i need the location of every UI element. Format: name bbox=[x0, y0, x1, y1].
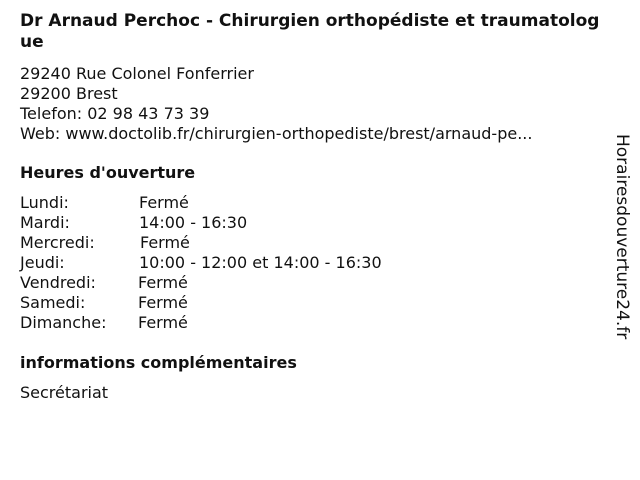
hours-day: Vendredi: bbox=[20, 273, 96, 292]
hours-day: Dimanche: bbox=[20, 313, 107, 332]
hours-time: 14:00 - 16:30 bbox=[139, 213, 248, 232]
hours-time: Fermé bbox=[139, 193, 189, 212]
hours-day: Lundi: bbox=[20, 193, 69, 212]
hours-row bbox=[20, 193, 382, 213]
hours-heading: Heures d'ouverture bbox=[20, 163, 196, 182]
hours-table bbox=[20, 193, 382, 333]
website-link[interactable]: Web: www.doctolib.fr/chirurgien-orthopediste/brest/arnaud-pe... bbox=[20, 124, 533, 143]
hours-row bbox=[20, 233, 382, 253]
hours-time: Fermé bbox=[140, 233, 190, 252]
info-text: Secrétariat bbox=[20, 383, 109, 402]
hours-day: Samedi: bbox=[20, 293, 86, 312]
street-address: 29240 Rue Colonel Fonferrier bbox=[20, 64, 254, 83]
hours-row bbox=[20, 253, 382, 273]
hours-time: Fermé bbox=[138, 273, 188, 292]
hours-day: Mercredi: bbox=[20, 233, 95, 252]
page-title: Dr Arnaud Perchoc - Chirurgien orthopédiste et traumatologue bbox=[20, 11, 600, 52]
phone-number[interactable]: Telefon: 02 98 43 73 39 bbox=[20, 104, 210, 123]
city-address: 29200 Brest bbox=[20, 84, 118, 103]
hours-time: Fermé bbox=[138, 313, 188, 332]
watermark-text: Horairesdouverture24.fr bbox=[612, 134, 632, 340]
hours-time: 10:00 - 12:00 et 14:00 - 16:30 bbox=[139, 253, 382, 272]
address-block bbox=[20, 64, 532, 144]
hours-row bbox=[20, 313, 382, 333]
hours-time: Fermé bbox=[138, 293, 188, 312]
hours-row bbox=[20, 293, 382, 313]
hours-day: Jeudi: bbox=[20, 253, 65, 272]
hours-day: Mardi: bbox=[20, 213, 70, 232]
info-heading: informations complémentaires bbox=[20, 353, 297, 372]
hours-row bbox=[20, 213, 382, 233]
hours-row bbox=[20, 273, 382, 293]
